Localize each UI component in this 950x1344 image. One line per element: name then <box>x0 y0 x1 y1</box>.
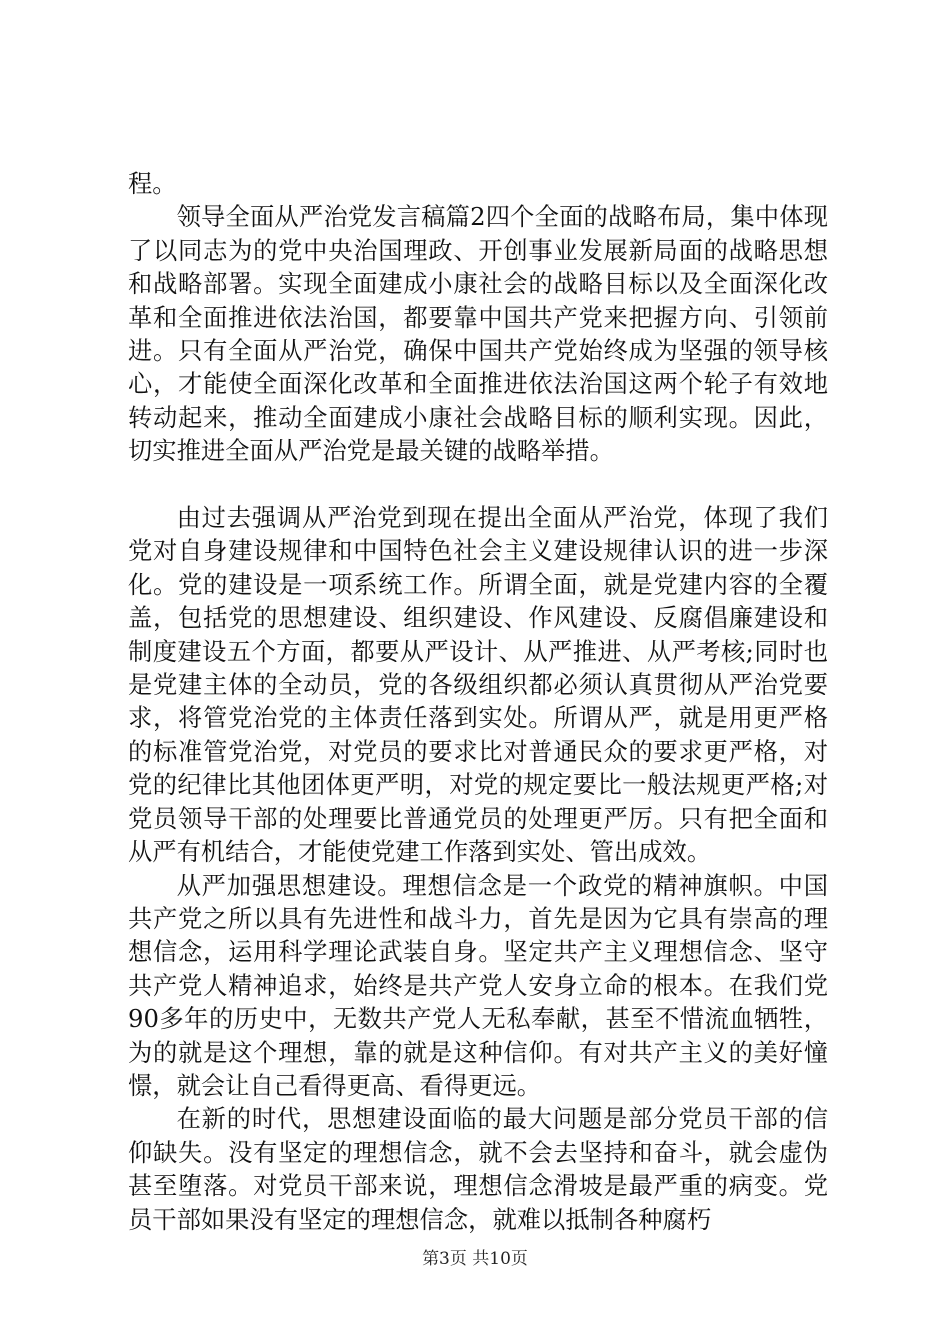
paragraph: 由过去强调从严治党到现在提出全面从严治党，体现了我们党对自身建设规律和中国特色社会主义建设规律认识的进一步深化。党的建设是一项系统工作。所谓全面，就是党建内容的全覆盖，包括党的思想建设、组织建设、作风建设、反腐倡廉建设和制度建设五个方面，都要从严设计、从严推进、从严考核;同时也是党建主体的全动员，党的各级组织都必须认真贯彻从严治党要求，将管党治党的主体责任落到实处。所谓从严，就是用更严格的标准管党治党，对党员的要求比对普通民众的要求更严格，对党的纪律比其他团体更严明，对党的规定要比一般法规更严格;对党员领导干部的处理要比普通党员的处理更严厉。只有把全面和从严有机结合，才能使党建工作落到实处、管出成效。 <box>128 503 828 867</box>
document-body <box>128 167 828 1236</box>
paragraph: 领导全面从严治党发言稿篇2四个全面的战略布局，集中体现了以同志为的党中央治国理政、开创事业发展新局面的战略思想和战略部署。实现全面建成小康社会的战略目标以及全面深化改革和全面推进依法治国，都要靠中国共产党来把握方向、引领前进。只有全面从严治党，确保中国共产党始终成为坚强的领导核心，才能使全面深化改革和全面推进依法治国这两个轮子有效地转动起来，推动全面建成小康社会战略目标的顺利实现。因此，切实推进全面从严治党是最关键的战略举措。 <box>128 202 828 466</box>
paragraph: 在新的时代，思想建设面临的最大问题是部分党员干部的信仰缺失。没有坚定的理想信念，就不会去坚持和奋斗，就会虚伪甚至堕落。对党员干部来说，理想信念滑坡是最严重的病变。党员干部如果没有坚定的理想信念，就难以抵制各种腐朽 <box>128 1104 828 1234</box>
page-number-footer: 第3页 共10页 <box>422 1249 528 1269</box>
paragraph-continuation: 程。 <box>128 169 177 198</box>
paragraph: 从严加强思想建设。理想信念是一个政党的精神旗帜。中国共产党之所以具有先进性和战斗力，首先是因为它具有崇高的理想信念，运用科学理论武装自身。坚定共产主义理想信念、坚守共产党人精神追求，始终是共产党人安身立命的根本。在我们党90多年的历史中，无数共产党人无私奉献，甚至不惜流血牺牲，为的就是这个理想，靠的就是这种信仰。有对共产主义的美好憧憬，就会让自己看得更高、看得更远。 <box>128 870 828 1100</box>
